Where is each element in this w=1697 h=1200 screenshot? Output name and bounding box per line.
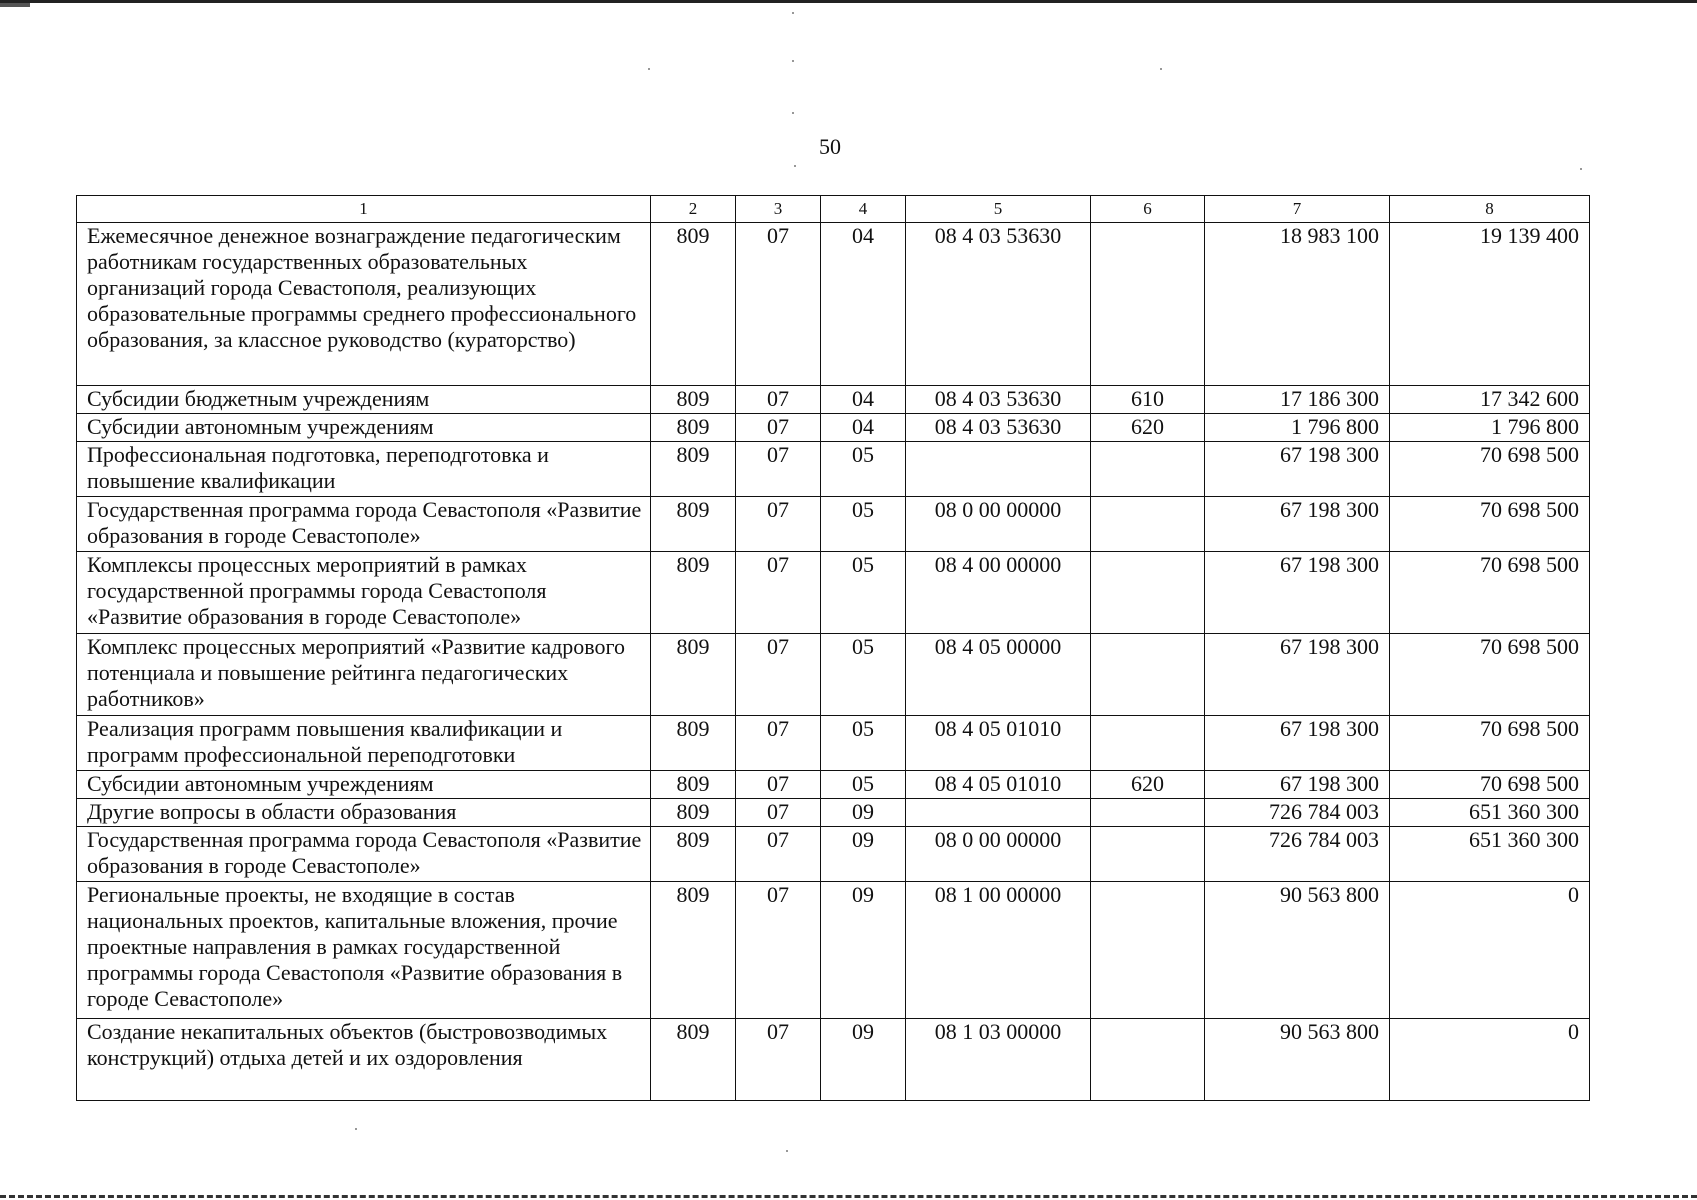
code-vr bbox=[1091, 827, 1205, 882]
scan-speck bbox=[794, 165, 796, 167]
code-csr: 08 0 00 00000 bbox=[906, 497, 1091, 552]
scan-speck bbox=[648, 68, 650, 70]
code-gr: 809 bbox=[651, 1019, 736, 1101]
code-pr: 05 bbox=[821, 716, 906, 771]
code-rz: 07 bbox=[736, 882, 821, 1019]
item-name: Государственная программа города Севастополя «Развитие образования в городе Севастополе» bbox=[77, 827, 651, 882]
code-vr bbox=[1091, 716, 1205, 771]
code-rz: 07 bbox=[736, 827, 821, 882]
column-header: 7 bbox=[1205, 196, 1390, 223]
scan-speck bbox=[1160, 68, 1162, 70]
code-gr: 809 bbox=[651, 882, 736, 1019]
code-vr: 610 bbox=[1091, 386, 1205, 414]
table-row bbox=[77, 552, 1590, 634]
amount-col8: 0 bbox=[1390, 1019, 1590, 1101]
code-csr: 08 4 03 53630 bbox=[906, 223, 1091, 386]
code-rz: 07 bbox=[736, 634, 821, 716]
code-vr bbox=[1091, 442, 1205, 497]
code-rz: 07 bbox=[736, 799, 821, 827]
item-name: Комплекс процессных мероприятий «Развитие кадрового потенциала и повышение рейтинга педагогических работников» bbox=[77, 634, 651, 716]
code-rz: 07 bbox=[736, 223, 821, 386]
code-vr bbox=[1091, 799, 1205, 827]
code-csr: 08 4 03 53630 bbox=[906, 386, 1091, 414]
item-name: Государственная программа города Севастополя «Развитие образования в городе Севастополе» bbox=[77, 497, 651, 552]
amount-col7: 67 198 300 bbox=[1205, 771, 1390, 799]
table-row bbox=[77, 827, 1590, 882]
amount-col8: 70 698 500 bbox=[1390, 771, 1590, 799]
amount-col8: 17 342 600 bbox=[1390, 386, 1590, 414]
column-header: 2 bbox=[651, 196, 736, 223]
amount-col8: 1 796 800 bbox=[1390, 414, 1590, 442]
scan-speck bbox=[792, 60, 794, 62]
code-pr: 09 bbox=[821, 827, 906, 882]
scan-speck bbox=[792, 112, 794, 114]
code-rz: 07 bbox=[736, 414, 821, 442]
code-vr: 620 bbox=[1091, 771, 1205, 799]
column-header: 1 bbox=[77, 196, 651, 223]
code-rz: 07 bbox=[736, 1019, 821, 1101]
table-row bbox=[77, 634, 1590, 716]
amount-col7: 18 983 100 bbox=[1205, 223, 1390, 386]
code-gr: 809 bbox=[651, 223, 736, 386]
column-header: 3 bbox=[736, 196, 821, 223]
amount-col7: 67 198 300 bbox=[1205, 552, 1390, 634]
code-vr bbox=[1091, 1019, 1205, 1101]
scan-speck bbox=[1580, 168, 1582, 170]
column-header: 5 bbox=[906, 196, 1091, 223]
code-gr: 809 bbox=[651, 386, 736, 414]
amount-col7: 67 198 300 bbox=[1205, 716, 1390, 771]
code-rz: 07 bbox=[736, 497, 821, 552]
code-pr: 05 bbox=[821, 771, 906, 799]
code-vr: 620 bbox=[1091, 414, 1205, 442]
code-csr: 08 0 00 00000 bbox=[906, 827, 1091, 882]
table-row bbox=[77, 716, 1590, 771]
code-pr: 04 bbox=[821, 386, 906, 414]
code-pr: 05 bbox=[821, 497, 906, 552]
table-row bbox=[77, 386, 1590, 414]
code-pr: 09 bbox=[821, 1019, 906, 1101]
table-row bbox=[77, 771, 1590, 799]
code-vr bbox=[1091, 882, 1205, 1019]
item-name: Субсидии автономным учреждениям bbox=[77, 414, 651, 442]
column-header: 4 bbox=[821, 196, 906, 223]
scan-speck bbox=[355, 1128, 357, 1130]
column-header: 8 bbox=[1390, 196, 1590, 223]
code-pr: 05 bbox=[821, 552, 906, 634]
table-row bbox=[77, 223, 1590, 386]
code-pr: 05 bbox=[821, 634, 906, 716]
code-pr: 04 bbox=[821, 223, 906, 386]
code-csr bbox=[906, 442, 1091, 497]
page-number: 50 bbox=[819, 134, 841, 159]
code-gr: 809 bbox=[651, 414, 736, 442]
code-pr: 05 bbox=[821, 442, 906, 497]
budget-table bbox=[76, 195, 1590, 1101]
amount-col8: 19 139 400 bbox=[1390, 223, 1590, 386]
item-name: Реализация программ повышения квалификации и программ профессиональной переподготовки bbox=[77, 716, 651, 771]
amount-col7: 67 198 300 bbox=[1205, 497, 1390, 552]
code-vr bbox=[1091, 497, 1205, 552]
scan-border-top bbox=[0, 0, 1697, 3]
amount-col7: 67 198 300 bbox=[1205, 634, 1390, 716]
table-row bbox=[77, 1019, 1590, 1101]
code-gr: 809 bbox=[651, 497, 736, 552]
code-csr bbox=[906, 799, 1091, 827]
code-gr: 809 bbox=[651, 771, 736, 799]
table-row bbox=[77, 799, 1590, 827]
amount-col8: 651 360 300 bbox=[1390, 827, 1590, 882]
amount-col7: 1 796 800 bbox=[1205, 414, 1390, 442]
amount-col7: 726 784 003 bbox=[1205, 799, 1390, 827]
code-csr: 08 4 05 01010 bbox=[906, 771, 1091, 799]
code-csr: 08 4 03 53630 bbox=[906, 414, 1091, 442]
code-pr: 09 bbox=[821, 882, 906, 1019]
item-name: Другие вопросы в области образования bbox=[77, 799, 651, 827]
code-rz: 07 bbox=[736, 716, 821, 771]
table-header-row bbox=[77, 196, 1590, 223]
item-name: Комплексы процессных мероприятий в рамках государственной программы города Севастополя «Развитие образования в городе Севастополе» bbox=[77, 552, 651, 634]
item-name: Создание некапитальных объектов (быстровозводимых конструкций) отдыха детей и их оздоровления bbox=[77, 1019, 651, 1101]
table-row bbox=[77, 497, 1590, 552]
code-rz: 07 bbox=[736, 552, 821, 634]
code-csr: 08 1 00 00000 bbox=[906, 882, 1091, 1019]
code-rz: 07 bbox=[736, 442, 821, 497]
scan-border-mark bbox=[0, 3, 30, 7]
code-gr: 809 bbox=[651, 552, 736, 634]
amount-col8: 70 698 500 bbox=[1390, 497, 1590, 552]
amount-col7: 90 563 800 bbox=[1205, 1019, 1390, 1101]
code-pr: 09 bbox=[821, 799, 906, 827]
scan-speck bbox=[786, 1150, 788, 1152]
scan-border-bottom bbox=[0, 1195, 1697, 1198]
table-row bbox=[77, 414, 1590, 442]
code-pr: 04 bbox=[821, 414, 906, 442]
code-vr bbox=[1091, 552, 1205, 634]
amount-col8: 0 bbox=[1390, 882, 1590, 1019]
amount-col8: 651 360 300 bbox=[1390, 799, 1590, 827]
amount-col7: 726 784 003 bbox=[1205, 827, 1390, 882]
code-rz: 07 bbox=[736, 386, 821, 414]
code-csr: 08 1 03 00000 bbox=[906, 1019, 1091, 1101]
amount-col7: 90 563 800 bbox=[1205, 882, 1390, 1019]
code-gr: 809 bbox=[651, 799, 736, 827]
code-gr: 809 bbox=[651, 716, 736, 771]
code-gr: 809 bbox=[651, 634, 736, 716]
code-csr: 08 4 05 01010 bbox=[906, 716, 1091, 771]
amount-col7: 67 198 300 bbox=[1205, 442, 1390, 497]
code-vr bbox=[1091, 634, 1205, 716]
code-csr: 08 4 05 00000 bbox=[906, 634, 1091, 716]
item-name: Субсидии автономным учреждениям bbox=[77, 771, 651, 799]
item-name: Ежемесячное денежное вознаграждение педагогическим работникам государственных образовательных организаций города Севастополя, реализующих образовательные программы среднего профессионального образования, за классное руководство (кураторство) bbox=[77, 223, 651, 386]
amount-col8: 70 698 500 bbox=[1390, 716, 1590, 771]
table-row bbox=[77, 882, 1590, 1019]
item-name: Профессиональная подготовка, переподготовка и повышение квалификации bbox=[77, 442, 651, 497]
item-name: Субсидии бюджетным учреждениям bbox=[77, 386, 651, 414]
code-rz: 07 bbox=[736, 771, 821, 799]
amount-col7: 17 186 300 bbox=[1205, 386, 1390, 414]
code-gr: 809 bbox=[651, 442, 736, 497]
scan-speck bbox=[792, 12, 794, 14]
amount-col8: 70 698 500 bbox=[1390, 634, 1590, 716]
code-gr: 809 bbox=[651, 827, 736, 882]
amount-col8: 70 698 500 bbox=[1390, 442, 1590, 497]
column-header: 6 bbox=[1091, 196, 1205, 223]
code-csr: 08 4 00 00000 bbox=[906, 552, 1091, 634]
code-vr bbox=[1091, 223, 1205, 386]
table-row bbox=[77, 442, 1590, 497]
item-name: Региональные проекты, не входящие в состав национальных проектов, капитальные вложения, прочие проектные направления в рамках государственной программы города Севастополя «Развитие образования в городе Севастополе» bbox=[77, 882, 651, 1019]
amount-col8: 70 698 500 bbox=[1390, 552, 1590, 634]
